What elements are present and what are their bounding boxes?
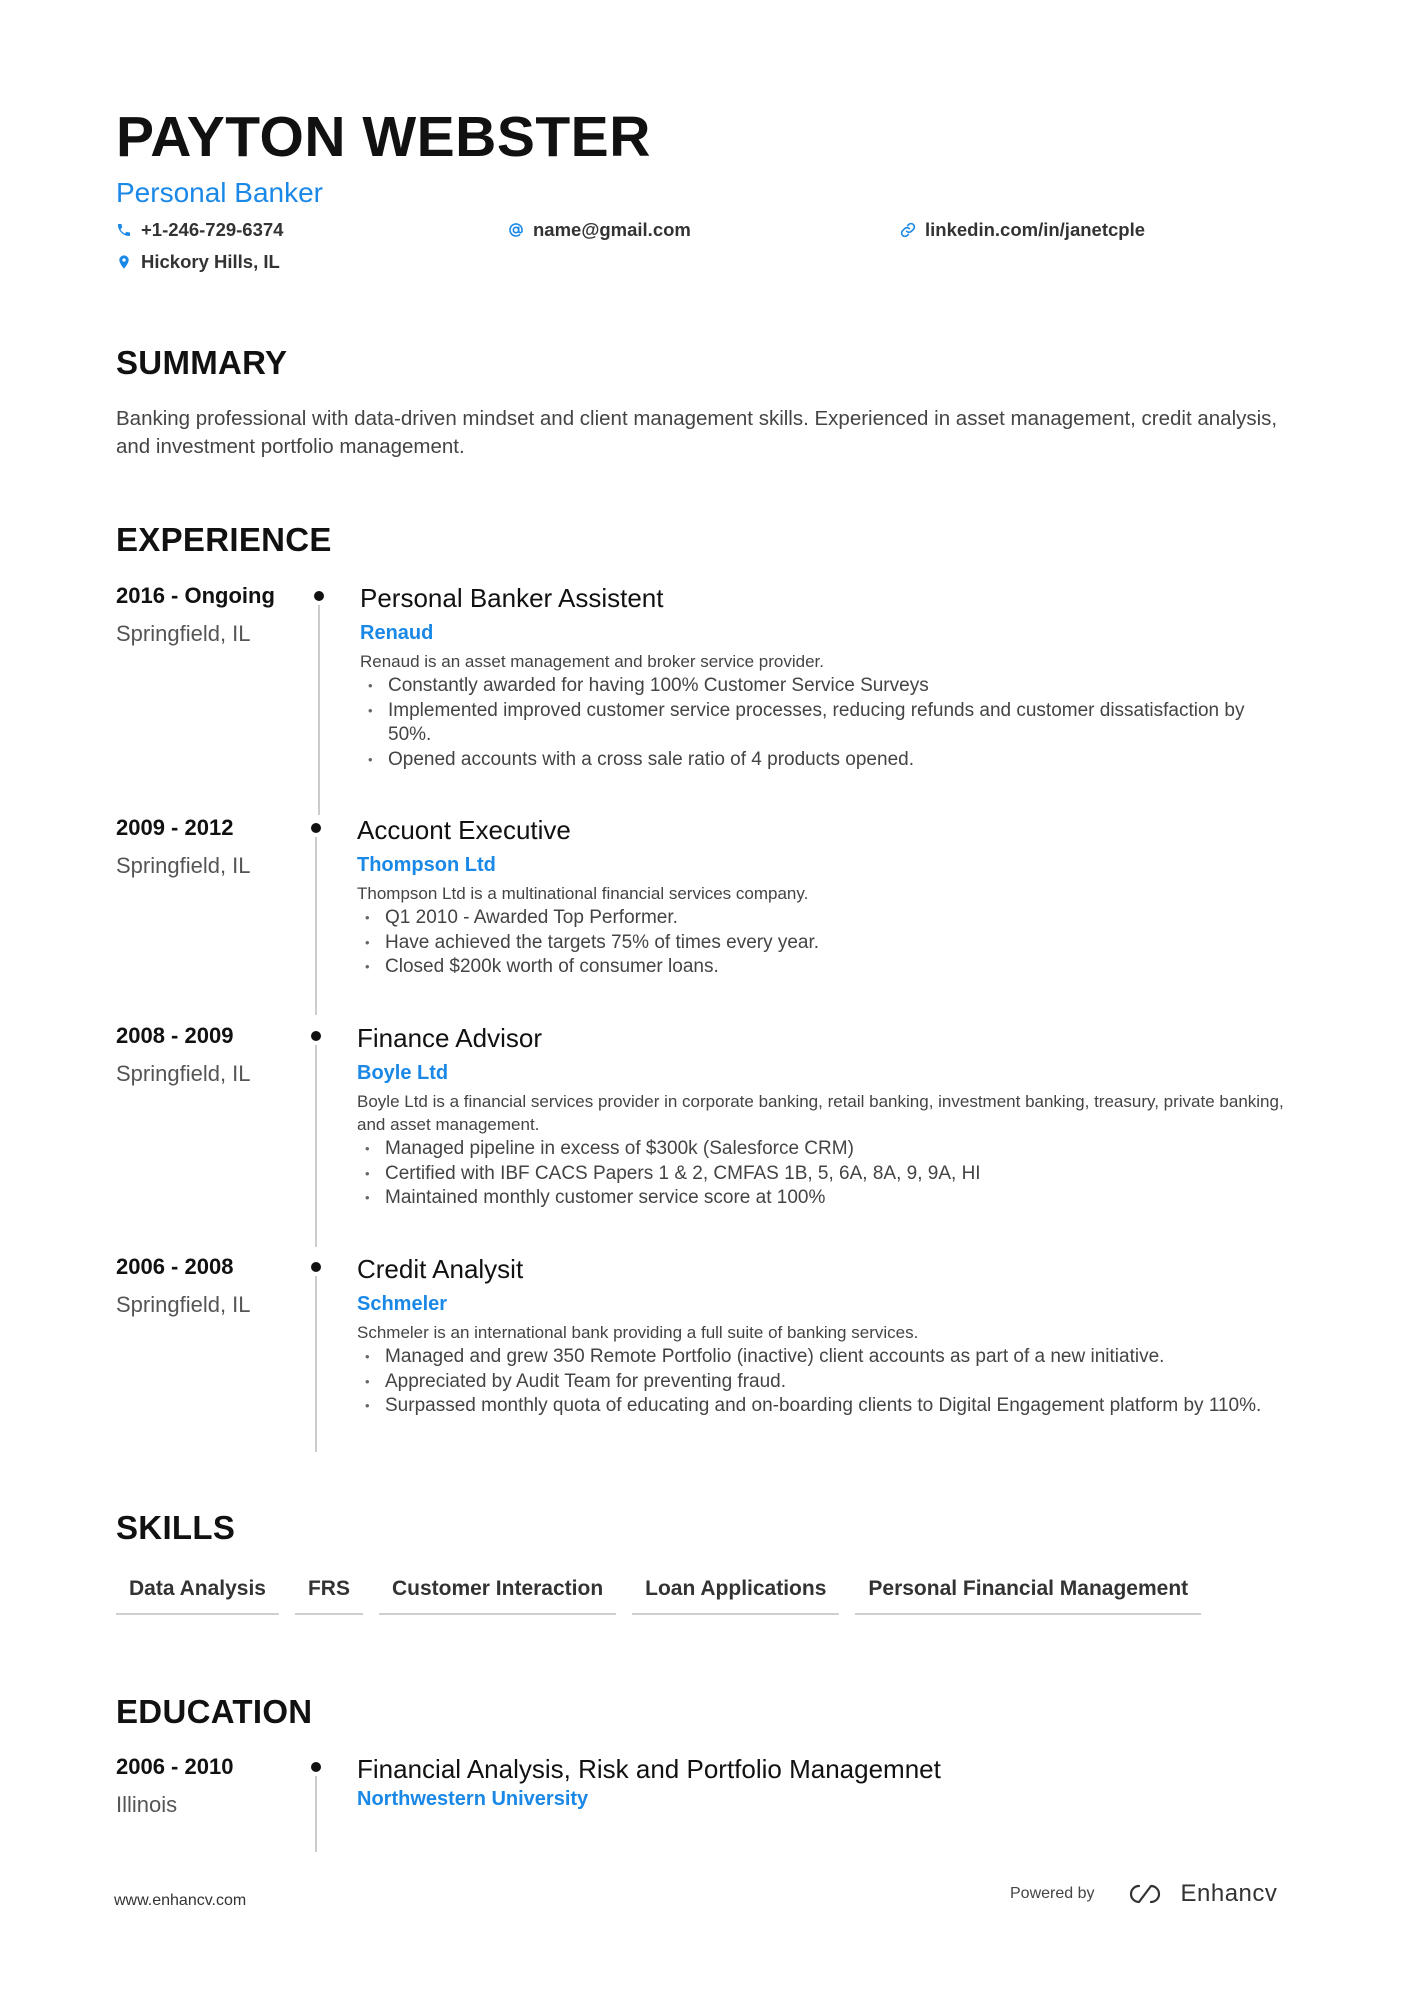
- experience-bullet: • Appreciated by Audit Team for preventing fraud.: [357, 1370, 1287, 1395]
- experience-date: 2016 - Ongoing: [116, 583, 275, 608]
- experience-title: Credit Analysit: [357, 1254, 524, 1284]
- experience-body: [357, 1023, 1287, 1211]
- timeline-dot: [314, 591, 324, 601]
- education-school[interactable]: Northwestern University: [357, 1788, 589, 1810]
- timeline-dot: [311, 823, 321, 833]
- experience-company[interactable]: Thompson Ltd: [357, 854, 496, 876]
- phone-icon: [116, 222, 132, 238]
- skill-tag: Loan Applications: [632, 1577, 839, 1615]
- linkedin-text: linkedin.com/in/janetcple: [925, 219, 1145, 240]
- experience-company[interactable]: Renaud: [360, 622, 434, 644]
- location-text: Hickory Hills, IL: [141, 251, 280, 272]
- experience-bullet: • Surpassed monthly quota of educating and on-boarding clients to Digital Engagement platform by 110%.: [357, 1394, 1287, 1419]
- experience-body: [357, 1254, 1287, 1419]
- experience-body: [360, 583, 1290, 772]
- experience-bullet: • Implemented improved customer service processes, reducing refunds and customer dissatisfaction by 50%.: [360, 699, 1290, 748]
- summary-heading: SUMMARY: [116, 344, 288, 381]
- experience-bullets: [360, 674, 1290, 772]
- contact-phone[interactable]: [116, 219, 283, 241]
- experience-title: Finance Advisor: [357, 1023, 542, 1053]
- timeline-line: [315, 1776, 317, 1852]
- timeline-line: [318, 605, 320, 815]
- skill-tag: Customer Interaction: [379, 1577, 616, 1615]
- contact-location: [116, 251, 280, 273]
- experience-bullets: [357, 1345, 1287, 1419]
- experience-bullet: • Managed pipeline in excess of $300k (Salesforce CRM): [357, 1137, 1287, 1162]
- contact-linkedin[interactable]: [900, 219, 1145, 241]
- location-pin-icon: [116, 254, 132, 270]
- phone-text: +1-246-729-6374: [141, 219, 284, 240]
- experience-bullets: [357, 906, 1287, 980]
- experience-description: Schmeler is an international bank providing a full suite of banking services.: [357, 1323, 919, 1342]
- powered-by-text: Powered by: [1010, 1885, 1095, 1902]
- timeline-dot: [311, 1762, 321, 1772]
- timeline-line: [315, 1045, 317, 1247]
- experience-company[interactable]: Schmeler: [357, 1293, 448, 1315]
- skill-tag: Data Analysis: [116, 1577, 279, 1615]
- experience-title: Accuont Executive: [357, 815, 571, 845]
- skill-tag: Personal Financial Management: [855, 1577, 1201, 1615]
- experience-bullet: • Opened accounts with a cross sale ratio of 4 products opened.: [360, 748, 1290, 773]
- experience-body: [357, 815, 1287, 980]
- experience-date: 2009 - 2012: [116, 815, 234, 840]
- experience-bullets: [357, 1137, 1287, 1211]
- experience-heading: EXPERIENCE: [116, 521, 332, 558]
- skills-heading: SKILLS: [116, 1509, 236, 1546]
- experience-title: Personal Banker Assistent: [360, 583, 664, 613]
- experience-description: Thompson Ltd is a multinational financial services company.: [357, 884, 809, 903]
- link-icon: [900, 222, 916, 238]
- education-location: Illinois: [116, 1792, 178, 1817]
- footer-branding[interactable]: [1010, 1880, 1277, 1908]
- experience-bullet: • Constantly awarded for having 100% Customer Service Surveys: [360, 674, 1290, 699]
- experience-date: 2006 - 2008: [116, 1254, 234, 1279]
- enhancv-logo-icon: [1121, 1881, 1167, 1907]
- education-heading: EDUCATION: [116, 1693, 313, 1730]
- experience-date: 2008 - 2009: [116, 1023, 234, 1048]
- education-body: [357, 1754, 1287, 1812]
- experience-description: Boyle Ltd is a financial services provider in corporate banking, retail banking, investment banking, treasury, private banking, and asset management.: [357, 1092, 1284, 1134]
- at-sign-icon: [508, 222, 524, 238]
- summary-text: Banking professional with data-driven mindset and client management skills. Experienced in asset management, credit analysis, and investment portfolio management.: [116, 407, 1278, 458]
- experience-location: Springfield, IL: [116, 1061, 251, 1086]
- timeline-dot: [311, 1031, 321, 1041]
- experience-location: Springfield, IL: [116, 1292, 251, 1317]
- skills-list: [116, 1577, 1201, 1615]
- education-date: 2006 - 2010: [116, 1754, 234, 1779]
- experience-bullet: • Closed $200k worth of consumer loans.: [357, 955, 1287, 980]
- experience-company[interactable]: Boyle Ltd: [357, 1062, 449, 1084]
- experience-bullet: • Maintained monthly customer service score at 100%: [357, 1186, 1287, 1211]
- timeline-dot: [311, 1262, 321, 1272]
- skill-tag: FRS: [295, 1577, 363, 1615]
- experience-bullet: • Have achieved the targets 75% of times every year.: [357, 931, 1287, 956]
- experience-description: Renaud is an asset management and broker service provider.: [360, 652, 824, 671]
- experience-location: Springfield, IL: [116, 853, 251, 878]
- experience-bullet: • Managed and grew 350 Remote Portfolio (inactive) client accounts as part of a new initiative.: [357, 1345, 1287, 1370]
- footer-website[interactable]: www.enhancv.com: [114, 1892, 247, 1909]
- job-role: Personal Banker: [116, 177, 324, 208]
- brand-name: Enhancv: [1180, 1880, 1278, 1907]
- email-text: name@gmail.com: [533, 219, 691, 240]
- candidate-name: PAYTON WEBSTER: [116, 105, 651, 169]
- education-degree: Financial Analysis, Risk and Portfolio Managemnet: [357, 1754, 941, 1784]
- experience-location: Springfield, IL: [116, 621, 251, 646]
- experience-bullet: • Q1 2010 - Awarded Top Performer.: [357, 906, 1287, 931]
- experience-bullet: • Certified with IBF CACS Papers 1 & 2, CMFAS 1B, 5, 6A, 8A, 9, 9A, HI: [357, 1162, 1287, 1187]
- timeline-line: [315, 837, 317, 1015]
- contact-email[interactable]: [508, 219, 691, 241]
- timeline-line: [315, 1276, 317, 1452]
